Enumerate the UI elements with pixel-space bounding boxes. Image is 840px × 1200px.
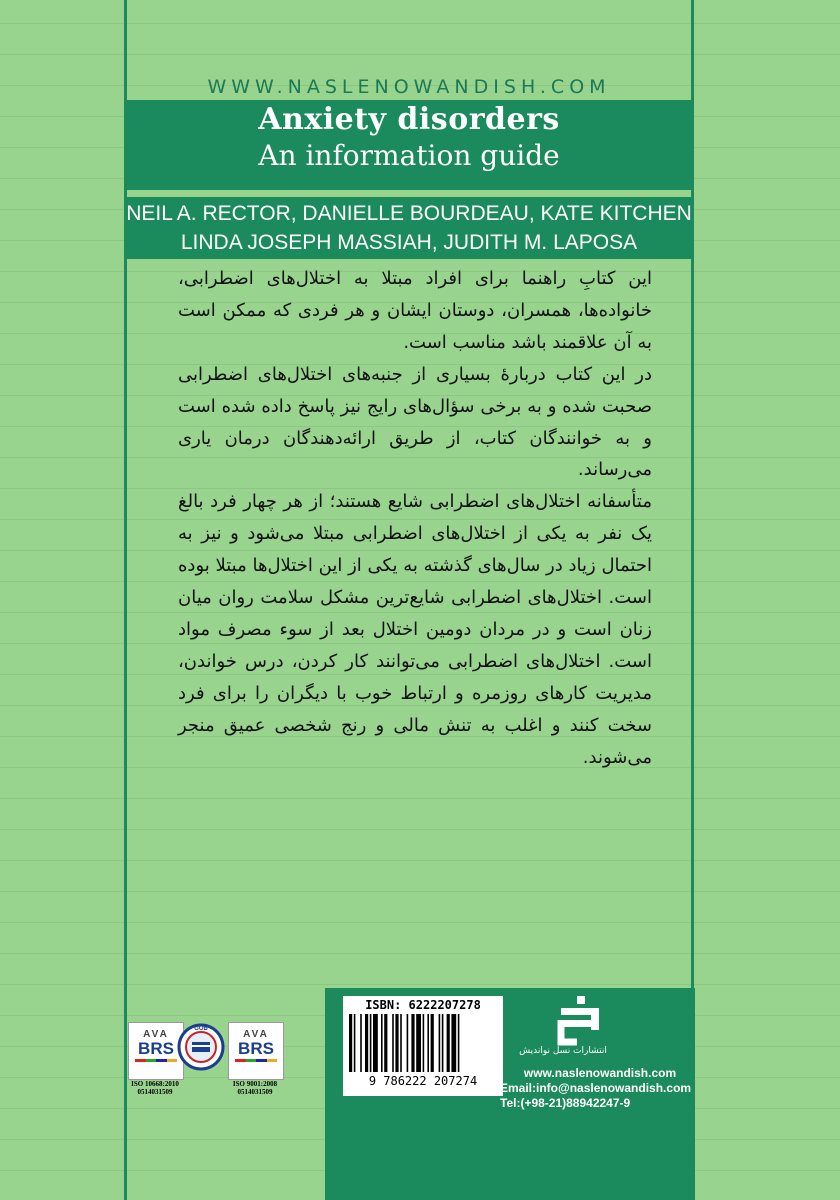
book-title: Anxiety disorders — [258, 102, 560, 137]
barcode-bar — [365, 1014, 368, 1072]
badge-1-code: 0514031509 — [137, 1088, 173, 1096]
authors-line-1: NEIL A. RECTOR, DANIELLE BOURDEAU, KATE KITCHEN — [126, 202, 692, 225]
barcode-bar — [423, 1014, 425, 1072]
badge-1-cert: ISO 10668:2010 — [131, 1080, 179, 1088]
barcode-bar — [447, 1014, 450, 1072]
barcode-bar — [381, 1014, 383, 1072]
barcode-bar — [354, 1014, 356, 1072]
website-banner[interactable]: WWW.NASLENOWANDISH.COM — [207, 76, 611, 98]
isbn-label: ISBN: 6222207278 — [365, 998, 481, 1012]
title-box — [124, 100, 694, 190]
contact-email[interactable]: Email:info@naslenowandish.com — [500, 1081, 692, 1095]
barcode-bar — [392, 1014, 394, 1072]
barcode-bar — [407, 1014, 409, 1072]
barcode-bar — [400, 1014, 402, 1072]
barcode-bar — [431, 1014, 434, 1072]
barcode-bar — [360, 1014, 362, 1072]
barcode-bar — [427, 1014, 429, 1072]
description-text — [178, 263, 652, 774]
contact-info — [500, 1066, 700, 1111]
brs-label: BRS — [138, 1039, 174, 1058]
barcode-bar — [395, 1014, 398, 1072]
barcode-number: 9 786222 207274 — [368, 1074, 478, 1088]
gob-label: GOB — [194, 1026, 208, 1032]
brs-label: BRS — [238, 1039, 274, 1058]
barcode-bars-icon — [349, 1014, 497, 1072]
barcode-bar — [373, 1014, 378, 1072]
barcode — [343, 996, 503, 1096]
color-stripe-icon — [135, 1059, 177, 1062]
barcode-bar — [451, 1014, 456, 1072]
barcode-bar — [411, 1014, 414, 1072]
badge-1-caption — [120, 1080, 190, 1096]
authors-box — [124, 197, 694, 259]
brs-badge-2 — [228, 1022, 284, 1080]
paragraph-3: متأسفانه اختلال‌های اضطرابی شایع هستند؛ از هر چهار فرد بالغ یک نفر به یکی از اختلال‌های اضطرابی مبتلا می‌شود و نیز به احتمال زیاد در سال‌های گذشته به یکی از این اختلال‌ها مبتلا بوده است. اختلال‌های اضطرابی شایع‌ترین مشکل سلامت روان میان زنان است و در مردان دومین اختلال بعد از سوء مصرف مواد است. اختلال‌های اضطرابی می‌توانند کار کردن، درس خواندن، مدیریت کارهای روزمره و ارتباط خوب با دیگران را برای فرد سخت کنند و اغلب به تنش مالی و رنج شخصی عمیق منجر می‌شوند. — [178, 491, 652, 768]
barcode-bar — [370, 1014, 372, 1072]
contact-tel: Tel:(+98-21)88942247-9 — [500, 1096, 631, 1110]
color-stripe-icon — [235, 1059, 277, 1062]
barcode-bar — [416, 1014, 421, 1072]
ava-logo-icon: AVA — [243, 1029, 269, 1040]
barcode-bar — [384, 1014, 387, 1072]
paragraph-1: این کتابِ راهنما برای افراد مبتلا به اختلال‌های اضطرابی، خانواده‌ها، همسران، دوستان ایشان و هر فردی که ممکن است به آن علاقمند باشد مناسب است. — [178, 268, 652, 353]
badge-2-caption — [220, 1080, 290, 1096]
barcode-bar — [439, 1014, 441, 1072]
badge-2-cert: ISO 9001:2008 — [232, 1080, 278, 1088]
barcode-bar — [442, 1014, 444, 1072]
ava-logo-icon: AVA — [143, 1029, 169, 1040]
paragraph-2: در این کتاب دربارۀ بسیاری از جنبه‌های اختلال‌های اضطرابی صحبت شده و به برخی سؤال‌های رایج نیز پاسخ داده شده است و به خوانندگان کتاب، از طریق ارائه‌دهندگان درمان یاری می‌رساند. — [178, 363, 652, 481]
gob-seal-icon — [176, 1020, 226, 1074]
barcode-bar — [349, 1014, 352, 1072]
badge-2-code: 0514031509 — [237, 1088, 273, 1096]
publisher-name: انتشارات نسل نواندیش — [519, 1046, 607, 1056]
barcode-bar — [458, 1014, 460, 1072]
authors-line-2: LINDA JOSEPH MASSIAH, JUDITH M. LAPOSA — [180, 231, 638, 254]
book-subtitle: An information guide — [258, 139, 560, 172]
contact-website[interactable]: www.naslenowandish.com — [523, 1066, 677, 1080]
